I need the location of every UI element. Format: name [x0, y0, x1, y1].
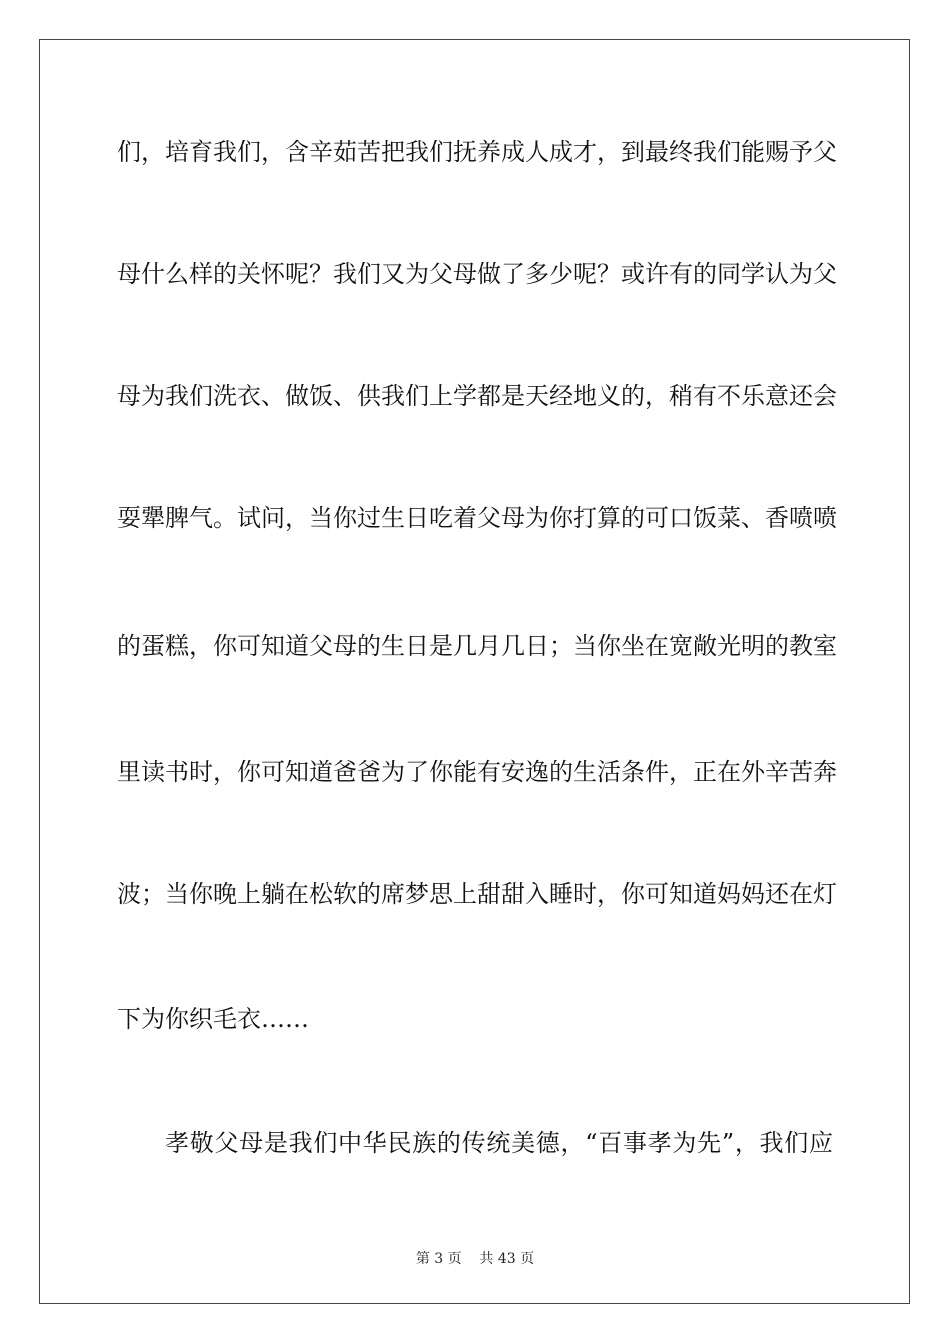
text-line-1: 们，培育我们，含辛茹苦把我们抚养成人成才，到最终我们能赐予父 [117, 138, 837, 166]
page-border [39, 39, 910, 1304]
text-line-6: 里读书时，你可知道爸爸为了你能有安逸的生活条件，正在外辛苦奔 [117, 758, 837, 786]
text-line-9-paragraph-start: 孝敬父母是我们中华民族的传统美德，“百事孝为先”，我们应 [165, 1129, 833, 1157]
text-line-3: 母为我们洗衣、做饭、供我们上学都是天经地义的，稍有不乐意还会 [117, 382, 837, 410]
text-line-2: 母什么样的关怀呢？我们又为父母做了多少呢？或许有的同学认为父 [117, 260, 837, 288]
text-line-8: 下为你织毛衣…… [117, 1005, 309, 1033]
text-line-5: 的蛋糕，你可知道父母的生日是几月几日；当你坐在宽敞光明的教室 [117, 632, 837, 660]
text-line-4: 耍犟脾气。试问，当你过生日吃着父母为你打算的可口饭菜、香喷喷 [117, 504, 837, 532]
text-line-7: 波；当你晚上躺在松软的席梦思上甜甜入睡时，你可知道妈妈还在灯 [117, 880, 837, 908]
page-number-footer: 第 3 页 共 43 页 [415, 1251, 535, 1267]
